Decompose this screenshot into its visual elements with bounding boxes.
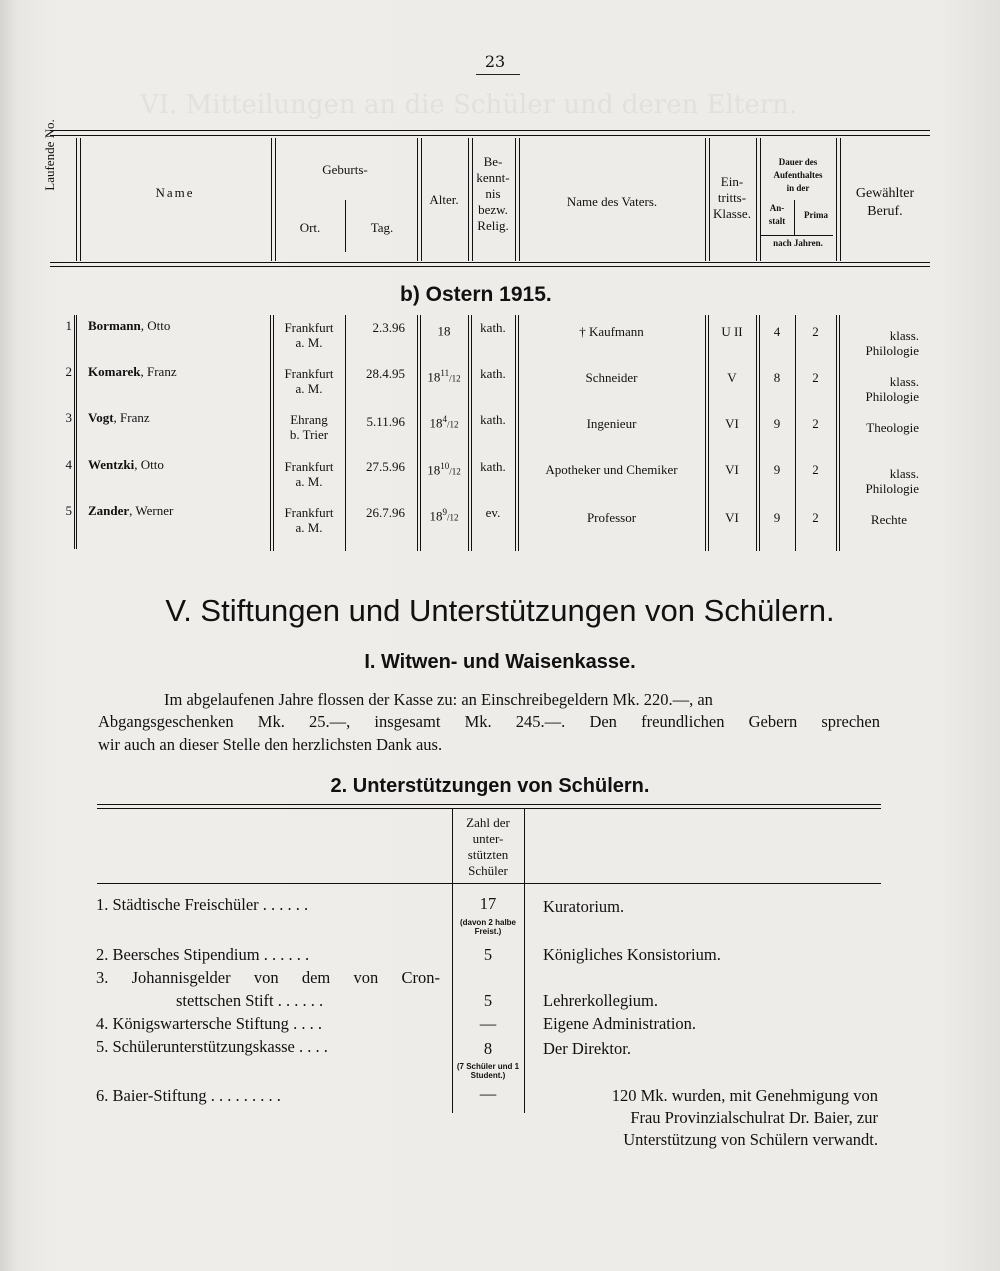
col-divider <box>756 315 757 551</box>
page-number: 23 <box>484 52 506 71</box>
col-divider <box>345 200 346 252</box>
header-beruf: Gewählter Beruf. <box>855 186 915 219</box>
dauer-rule <box>761 235 833 236</box>
col-divider <box>76 315 77 549</box>
subsection-title-1: I. Witwen- und Waisenkasse. <box>364 651 636 673</box>
table2-top-rule <box>97 804 881 805</box>
table2-header: Zahl der unter- stützten Schüler <box>466 815 510 878</box>
header-vater: Name des Vaters. <box>566 194 658 209</box>
header-dauer-prima: Prima <box>804 210 828 220</box>
paragraph-line: Im abgelaufenen Jahre flossen der Kasse zu: an Einschreibegeldern Mk. 220.—, an <box>164 690 713 709</box>
document-page: VI. Mitteilungen an die Schüler und deren Eltern. 23 Laufende No. Name Geburts- Ort. Tag. Alter. Be- kennt- nis bezw. Relig. Name des Vaters. Ein- tritts- Klasse. Dauer des Aufenthaltes in der An- stalt Prima nach Jahren. Gewählter Beruf. b) Ostern 1915. 1 Bormann, Otto Frankfurt a. M. 2.3.96 18 kath. † Kaufmann U II 4 2 klass. Philologie 2 Komarek, Franz Frankfurt a. M. 28.4.95 $18^{11}/12$ kath. Schneider V 8 2 klass. Philologie 3 Vogt, Franz Ehrang b. Trier 5.11.96 $18^4/12$ kath. Ingenieur VI 9 2 Theologie 4 Wentzki, Otto Frankfurt a. M. 27.5.96 $18^{10}/12$ kath. Apotheker und Chemiker VI 9 2 klass. Philologie 5 Zander, Werner Frankfurt a. M. 26.7.96 $18^9/12$ ev. Professor VI 9 2 Rechte V. Stiftungen und Unterstützungen von Schülern. I. Witwen- und Waisenkasse. Im abgelaufenen Jahre flossen der Kasse zu: an Einschreibegeldern Mk. 220.—, an Abgangsgeschenken Mk. 25.—, insgesamt Mk. 245.—. Den freundlichen Gebern sprechen wir auch an dieser Stelle den herzlichsten Dank aus. 2. Unterstützungen von Schülern. Zahl der unter- stützten Schüler 1. Städtische Freischüler . . . . . . 17 (davon 2 halbe Freist.) Kuratorium. 2. Beersches Stipendium . . . . . . 5 Königliches Konsistorium. 3. Johannisgelder von dem von Cron- stettschen Stift . . . . . . 5 Lehrerkollegium. 4. Königswartersche Stiftung . . . . — Eigene Administration. 5. Schülerunterstützungskasse . . . . 8 (7 Schüler und 1 Student.) Der Direktor. 6. Baier-Stiftung . . . . . . . . . — 120 Mk. wurden, mit Genehmigung von Frau Provinzialschulrat Dr. Baier, zur Unterstützung von Schülern verwandt. <box>0 0 1000 1271</box>
table2-top-rule-2 <box>97 808 881 809</box>
subsection-title-2: 2. Unterstützungen von Schülern. <box>330 775 650 797</box>
col-divider <box>271 138 276 261</box>
paragraph-line: Abgangsgeschenken Mk. 25.—, insgesamt Mk. 245.—. Den freundlichen Gebern sprechen <box>98 712 880 731</box>
section-label-ostern: b) Ostern 1915. <box>400 283 552 306</box>
header-ort: Ort. <box>299 220 321 235</box>
col-divider <box>836 315 837 551</box>
col-divider <box>468 315 469 551</box>
col-divider <box>270 315 271 551</box>
section-title: V. Stiftungen und Unterstützungen von Schülern. <box>165 593 835 628</box>
col-divider <box>417 315 418 551</box>
header-name: Name <box>155 185 195 200</box>
table1-top-rule-2 <box>50 135 930 136</box>
col-divider <box>515 315 516 551</box>
header-geburts: Geburts- <box>322 162 368 177</box>
table2-header-rule <box>97 883 881 884</box>
header-eintritt: Ein- tritts- Klasse. <box>713 174 751 221</box>
header-tag: Tag. <box>370 220 394 235</box>
header-alter: Alter. <box>429 192 459 207</box>
paragraph-line: wir auch an dieser Stelle den herzlichsten Dank aus. <box>98 735 443 754</box>
header-laufende-no: Laufende No. <box>42 119 57 191</box>
header-dauer-anstalt: An- stalt <box>768 203 786 226</box>
table1-header-bottom-rule-2 <box>50 266 930 267</box>
col-divider <box>524 808 525 1113</box>
page-number-rule <box>476 74 520 75</box>
table1-top-rule <box>50 130 930 131</box>
bleed-through-text: VI. Mitteilungen an die Schüler und deren Eltern. <box>140 90 798 120</box>
header-bekenntnis: Be- kennt- nis bezw. Relig. <box>476 154 510 233</box>
header-dauer: Dauer des Aufenthaltes in der <box>773 157 823 193</box>
col-divider <box>794 200 795 236</box>
table1-header-bottom-rule <box>50 262 930 263</box>
col-divider <box>705 315 706 551</box>
col-divider <box>74 315 75 549</box>
header-dauer-bottom: nach Jahren. <box>773 238 823 248</box>
